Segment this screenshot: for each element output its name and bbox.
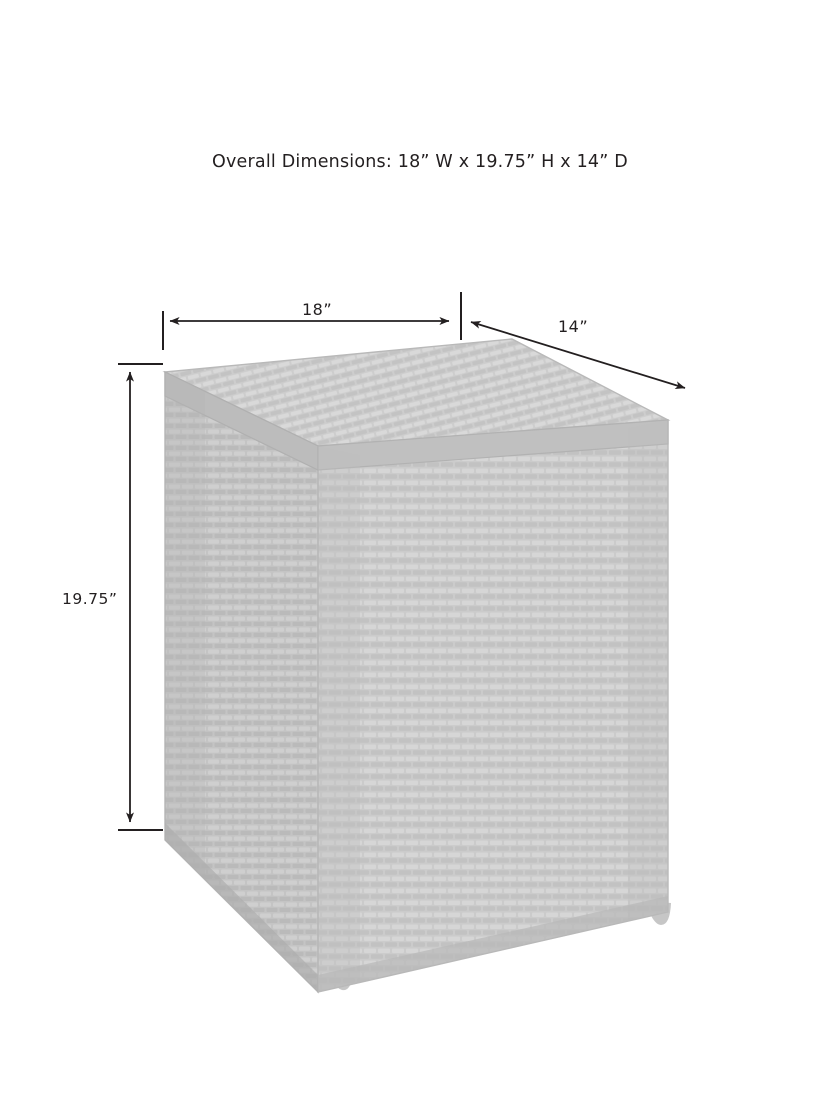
width-label: 18” <box>302 300 333 319</box>
front-face <box>318 420 668 992</box>
page-title: Overall Dimensions: 18” W x 19.75” H x 14” D <box>212 152 628 172</box>
height-label: 19.75” <box>62 590 118 608</box>
product-illustration <box>165 339 671 992</box>
depth-label: 14” <box>558 317 589 336</box>
